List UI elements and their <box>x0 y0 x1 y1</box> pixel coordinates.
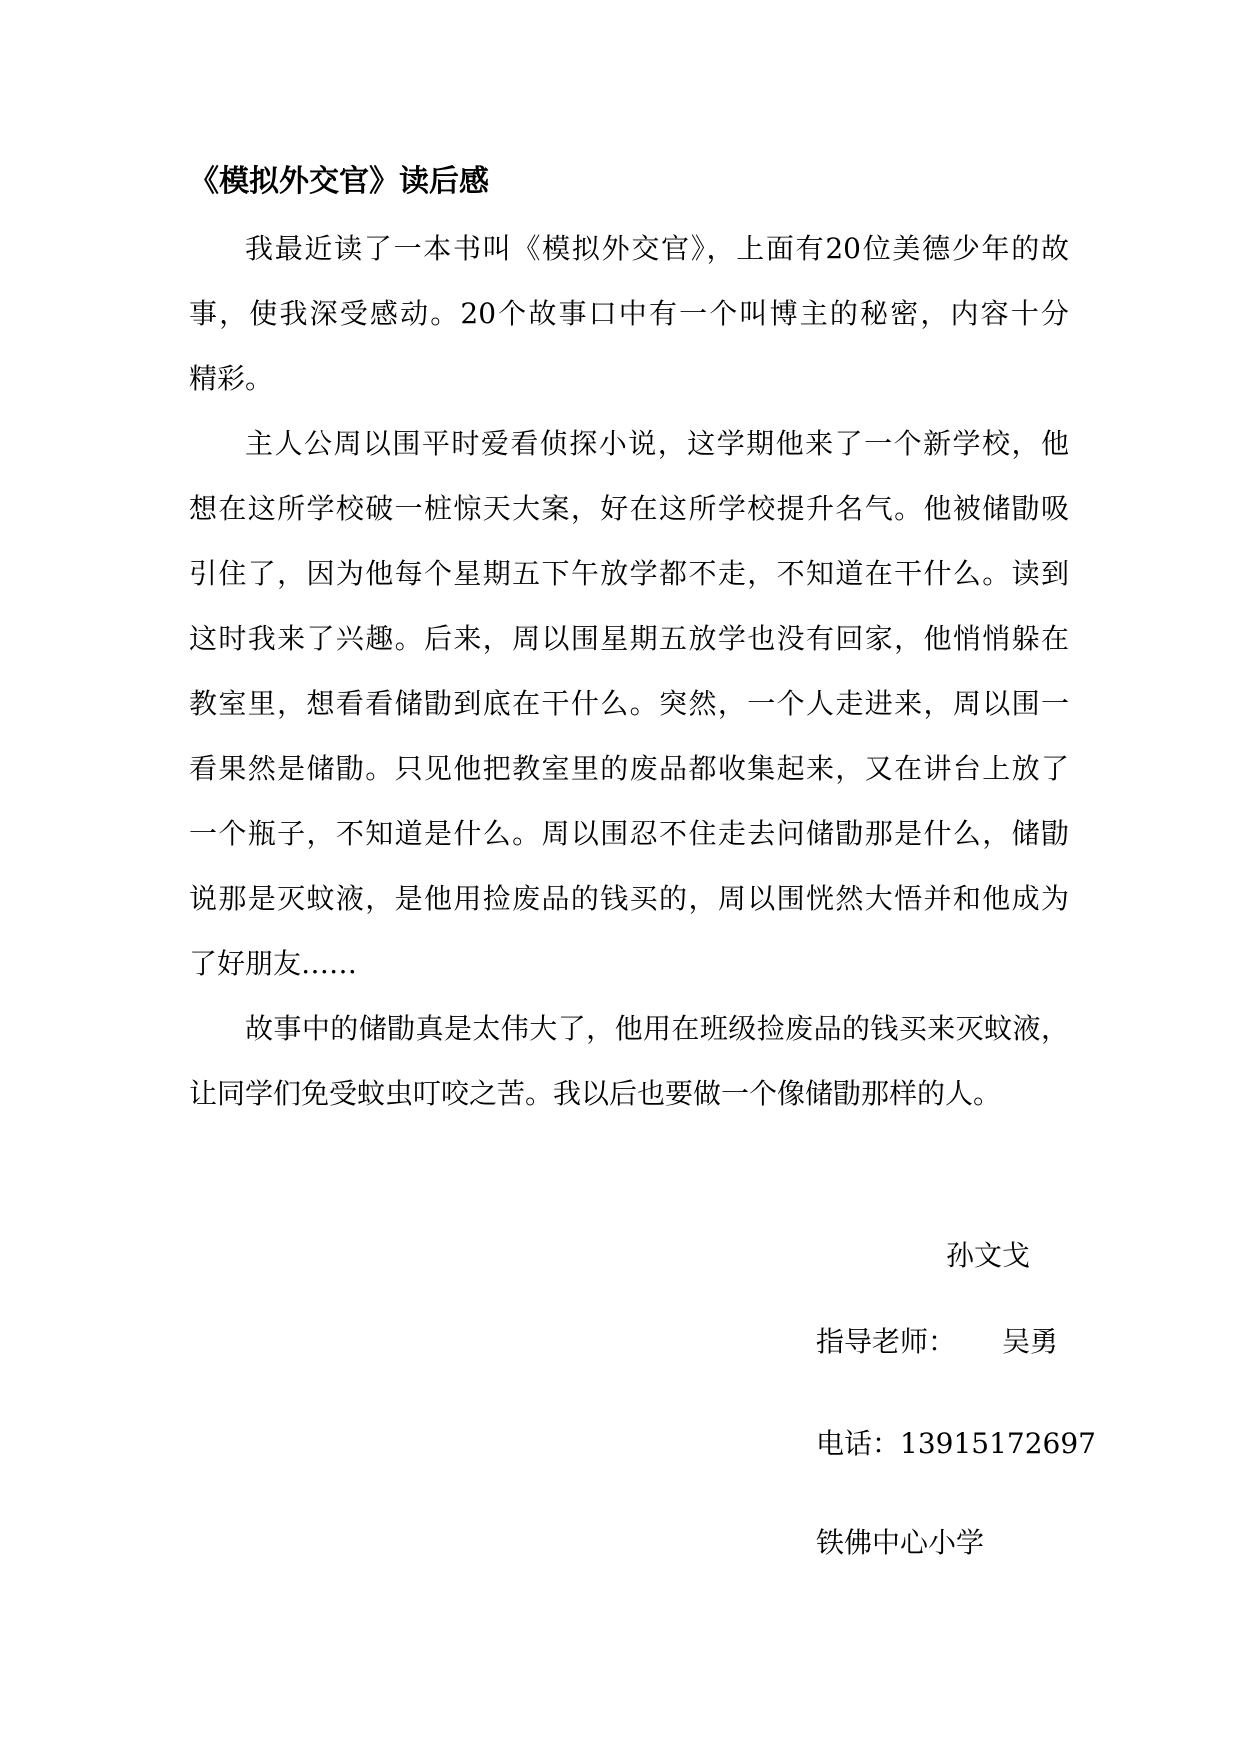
author-name: 孙文戈 <box>946 1239 1031 1272</box>
teacher-name: 吴勇 <box>1002 1325 1059 1358</box>
text-line: 故事中的储勖真是太伟大了，他用在班级捡废品的钱买来灭蚊液， <box>245 1012 1069 1045</box>
text-line: 我最近读了一本书叫《模拟外交官》，上面有20位美德少年的故 <box>245 232 1069 265</box>
text-line: 一个瓶子，不知道是什么。周以围忍不住走去问储勖那是什么，储勖 <box>189 817 1069 850</box>
text-line: 了好朋友…… <box>189 947 358 980</box>
document-title: 《模拟外交官》读后感 <box>189 164 489 199</box>
text-line: 精彩。 <box>189 362 274 395</box>
text-line: 主人公周以围平时爱看侦探小说，这学期他来了一个新学校，他 <box>245 427 1069 460</box>
text-line: 说那是灭蚊液，是他用捡废品的钱买的，周以围恍然大悟并和他成为 <box>189 882 1069 915</box>
text-line: 事，使我深受感动。20个故事口中有一个叫博主的秘密，内容十分 <box>189 297 1069 330</box>
text-line: 想在这所学校破一桩惊天大案，好在这所学校提升名气。他被储勖吸 <box>189 492 1069 525</box>
paragraph-1 <box>189 224 1069 419</box>
text-line: 看果然是储勖。只见他把教室里的废品都收集起来，又在讲台上放了 <box>189 752 1069 785</box>
teacher-line <box>816 1322 1058 1362</box>
text-line: 引住了，因为他每个星期五下午放学都不走，不知道在干什么。读到 <box>189 557 1069 590</box>
paragraph-3 <box>189 1004 1069 1134</box>
text-line: 让同学们免受蚊虫叮咬之苦。我以后也要做一个像储勖那样的人。 <box>189 1077 1002 1110</box>
phone-number: 电话：13915172697 <box>816 1427 1096 1460</box>
teacher-label: 指导老师： <box>816 1325 957 1358</box>
school-name: 铁佛中心小学 <box>816 1526 985 1559</box>
text-line: 这时我来了兴趣。后来，周以围星期五放学也没有回家，他悄悄躲在 <box>189 622 1069 655</box>
paragraph-2 <box>189 419 1069 1004</box>
text-line: 教室里，想看看储勖到底在干什么。突然，一个人走进来，周以围一 <box>189 687 1069 720</box>
document-body <box>189 224 1069 1134</box>
